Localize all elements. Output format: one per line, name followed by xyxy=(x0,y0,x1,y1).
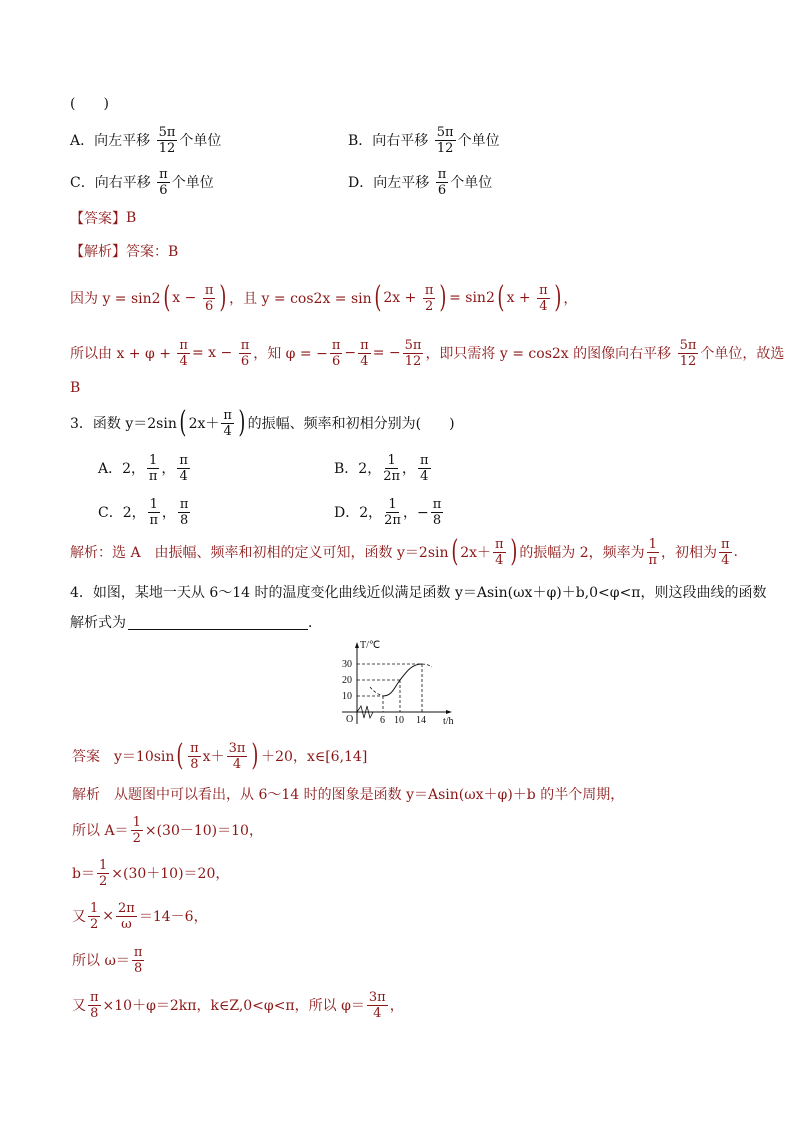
text-run: A．2， xyxy=(98,461,146,477)
fraction xyxy=(435,125,456,156)
fraction xyxy=(403,338,424,369)
paren: ) xyxy=(554,280,562,315)
text-run: = sin2 xyxy=(449,290,495,306)
denominator: 2 xyxy=(90,916,99,932)
denominator: 12 xyxy=(158,140,176,156)
fraction xyxy=(221,408,234,439)
paren: ) xyxy=(219,280,227,315)
denominator: 12 xyxy=(679,353,697,369)
denominator: 4 xyxy=(721,552,730,568)
fraction xyxy=(537,283,550,314)
text-run: 所以 ω＝ xyxy=(72,953,130,969)
numerator: π xyxy=(495,536,504,552)
numerator: 3π xyxy=(228,740,246,756)
text-run: 因为 y = sin2 xyxy=(70,291,161,307)
denominator: 2π xyxy=(384,512,401,528)
fraction xyxy=(367,990,388,1021)
fraction xyxy=(383,453,400,484)
y-tick-label: 10 xyxy=(342,691,352,702)
fraction xyxy=(330,338,343,369)
numerator: π xyxy=(179,452,188,468)
denominator: 2 xyxy=(132,830,141,846)
denominator: 8 xyxy=(180,512,189,528)
text-run: ，− xyxy=(402,505,429,521)
fraction xyxy=(719,537,732,568)
fraction xyxy=(177,338,190,369)
text-run: 个单位 xyxy=(450,175,493,191)
fraction xyxy=(116,901,137,932)
answer-blank[interactable] xyxy=(128,615,308,630)
fraction xyxy=(148,497,160,528)
numerator: π xyxy=(204,282,214,298)
numerator: 1 xyxy=(149,496,158,512)
fraction xyxy=(188,741,201,772)
denominator: 6 xyxy=(240,353,250,369)
text-run: ，初相为 xyxy=(660,545,717,561)
x-tick-label: 6 xyxy=(380,715,385,726)
text-run: x + xyxy=(506,290,536,306)
denominator: 2 xyxy=(98,873,108,889)
text-run: ，即只需将 y = cos2x 的图像向右平移 xyxy=(425,346,676,362)
text-run: 3．函数 y＝2sin xyxy=(70,416,177,432)
numerator: 1 xyxy=(648,536,657,552)
paren: ( xyxy=(176,738,184,773)
denominator: 2π xyxy=(383,468,401,484)
x-axis-arrow xyxy=(446,710,452,714)
text-run: 解析式为 xyxy=(70,615,126,631)
text-run: B xyxy=(126,210,137,226)
denominator: 12 xyxy=(404,353,422,369)
numerator: π xyxy=(190,740,199,756)
y-tick-label: 30 xyxy=(342,659,352,670)
x-tick-label: 14 xyxy=(416,715,426,726)
fraction xyxy=(177,453,190,484)
fraction xyxy=(132,945,145,976)
denominator: 6 xyxy=(204,298,214,314)
text-run: ， xyxy=(161,461,176,477)
denominator: ω xyxy=(121,916,132,932)
numerator: 5π xyxy=(679,337,697,353)
text-run: 个单位 xyxy=(457,133,500,149)
text-run: D．向左平移 xyxy=(348,175,434,191)
numerator: 1 xyxy=(387,452,396,468)
text-run: . xyxy=(733,544,738,560)
text-run: ，且 y = cos2x = sin xyxy=(229,291,372,307)
text-run: ×10＋φ＝2kπ，k∈Z,0<φ<π，所以 φ＝ xyxy=(102,998,365,1014)
text-run: B．2， xyxy=(334,461,382,477)
denominator: 8 xyxy=(432,512,442,528)
numerator: 5π xyxy=(436,124,454,140)
numerator: π xyxy=(432,496,442,512)
fraction xyxy=(431,497,444,528)
numerator: 1 xyxy=(149,452,158,468)
text-run: 个单位，故选 xyxy=(700,346,785,362)
denominator: 2 xyxy=(424,298,434,314)
text-run: ＝14－6， xyxy=(138,909,208,925)
denominator: 6 xyxy=(331,353,341,369)
text-run: ． xyxy=(308,615,322,631)
text-run: ×(30－10)＝10， xyxy=(144,823,263,839)
denominator: 12 xyxy=(436,140,454,156)
denominator: 4 xyxy=(373,1005,382,1021)
paren: ) xyxy=(251,738,259,773)
text-run: B xyxy=(70,380,81,396)
paren: ( xyxy=(450,534,458,569)
fraction xyxy=(647,537,659,568)
fraction xyxy=(423,283,436,314)
text-run: x＋ xyxy=(202,749,225,765)
paren: ( xyxy=(374,280,382,315)
numerator: 1 xyxy=(98,857,108,873)
text-run: 2x＋ xyxy=(188,416,220,432)
denominator: 4 xyxy=(539,298,548,314)
fraction xyxy=(227,741,248,772)
numerator: 1 xyxy=(90,900,99,916)
numerator: 1 xyxy=(388,496,397,512)
numerator: π xyxy=(720,536,730,552)
numerator: 5π xyxy=(158,124,176,140)
text-run: C．2， xyxy=(98,505,146,521)
text-run: ，知 φ = − xyxy=(253,346,328,362)
x-tick-label: 10 xyxy=(394,715,404,726)
denominator: 4 xyxy=(420,468,429,484)
text-run: 答案 xyxy=(72,749,114,765)
text-run: D．2， xyxy=(334,505,383,521)
fraction xyxy=(131,815,143,846)
numerator: π xyxy=(420,452,429,468)
fraction xyxy=(384,497,401,528)
text-run: 个单位 xyxy=(171,175,214,191)
text-run: × xyxy=(102,908,115,924)
text-run: ， xyxy=(389,998,404,1014)
numerator: 3π xyxy=(368,989,386,1005)
numerator: π xyxy=(539,282,548,298)
fraction xyxy=(203,283,216,314)
fraction xyxy=(88,990,101,1021)
numerator: π xyxy=(133,944,143,960)
text-run: 解析：选 A 由振幅、频率和初相的定义可知，函数 y＝2sin xyxy=(70,545,449,561)
numerator: π xyxy=(437,166,447,182)
numerator: π xyxy=(179,496,189,512)
text-run: x − xyxy=(172,290,201,306)
denominator: 8 xyxy=(190,756,199,772)
fraction xyxy=(436,167,449,198)
paren: ) xyxy=(439,280,447,315)
paren: ( xyxy=(162,280,170,315)
text-run: 所以 A＝ xyxy=(72,823,129,839)
text-run: ， xyxy=(402,461,417,477)
denominator: 4 xyxy=(223,423,232,439)
denominator: π xyxy=(148,468,158,484)
text-run: 又 xyxy=(72,909,86,925)
text-run: ( ) xyxy=(70,96,109,112)
x-axis-label: t/h xyxy=(443,716,454,727)
numerator: π xyxy=(159,166,168,182)
denominator: 8 xyxy=(90,1005,99,1021)
fraction xyxy=(418,453,431,484)
text-run: 【解析】答案：B xyxy=(70,244,179,260)
denominator: 6 xyxy=(159,182,168,198)
text-run: y＝10sin xyxy=(114,749,175,765)
denominator: π xyxy=(648,552,658,568)
text-run: ＋20，x∈[6,14] xyxy=(261,749,368,765)
numerator: 5π xyxy=(404,337,422,353)
fraction xyxy=(97,858,109,889)
fraction xyxy=(358,338,371,369)
text-run: 的振幅、频率和初相分别为( ) xyxy=(247,416,455,432)
denominator: 6 xyxy=(437,182,447,198)
paren: ) xyxy=(238,405,246,440)
text-run: 个单位 xyxy=(179,133,222,149)
temperature-graph xyxy=(335,640,465,730)
denominator: 4 xyxy=(495,552,504,568)
text-run: ， xyxy=(161,505,176,521)
text-run: C．向右平移 xyxy=(70,175,156,191)
denominator: 8 xyxy=(134,960,143,976)
text-run: 的振幅为 2，频率为 xyxy=(519,545,645,561)
text-run: 2x＋ xyxy=(460,545,492,561)
text-run: 所以由 x + φ + xyxy=(70,346,176,362)
text-run: 【答案】 xyxy=(70,211,126,227)
text-run: = − xyxy=(372,345,401,361)
text-run: 解析 从题图中可以看出，从 6～14 时的图象是函数 y＝Asin(ωx＋φ)＋b 的半个周期， xyxy=(72,787,625,803)
text-run: B．向右平移 xyxy=(348,133,433,149)
y-axis-label: T/℃ xyxy=(360,640,381,651)
text-run: A．向左平移 xyxy=(70,133,155,149)
numerator: π xyxy=(360,337,369,353)
text-run: = x − xyxy=(191,345,237,361)
fraction xyxy=(157,125,178,156)
numerator: π xyxy=(90,989,99,1005)
fraction xyxy=(493,537,506,568)
origin-label: O xyxy=(346,714,354,725)
text-run: − xyxy=(344,345,357,361)
numerator: π xyxy=(179,337,188,353)
y-axis-arrow xyxy=(355,642,359,648)
numerator: 2π xyxy=(118,900,135,916)
numerator: π xyxy=(331,337,341,353)
fraction xyxy=(178,497,191,528)
text-run: b＝ xyxy=(72,866,95,882)
denominator: 4 xyxy=(179,353,188,369)
paren: ) xyxy=(509,534,517,569)
paren: ( xyxy=(179,405,187,440)
denominator: 4 xyxy=(179,468,188,484)
numerator: π xyxy=(223,407,232,423)
text-run: ， xyxy=(563,291,578,307)
paren: ( xyxy=(497,280,505,315)
fraction xyxy=(88,901,100,932)
fraction xyxy=(239,338,252,369)
fraction xyxy=(147,453,159,484)
y-tick-label: 20 xyxy=(342,675,352,686)
fraction xyxy=(157,167,170,198)
denominator: 4 xyxy=(232,756,242,772)
numerator: 1 xyxy=(132,814,141,830)
text-run: 2x + xyxy=(383,290,421,306)
numerator: π xyxy=(240,337,250,353)
denominator: π xyxy=(149,512,159,528)
numerator: π xyxy=(424,282,434,298)
text-run: 又 xyxy=(72,998,86,1014)
text-run: 4．如图，某地一天从 6～14 时的温度变化曲线近似满足函数 y＝Asin(ωx＋φ)＋b,0<φ<π，则这段曲线的函数 xyxy=(70,585,767,601)
denominator: 4 xyxy=(360,353,369,369)
text-run: ×(30＋10)＝20， xyxy=(111,866,230,882)
fraction xyxy=(678,338,699,369)
